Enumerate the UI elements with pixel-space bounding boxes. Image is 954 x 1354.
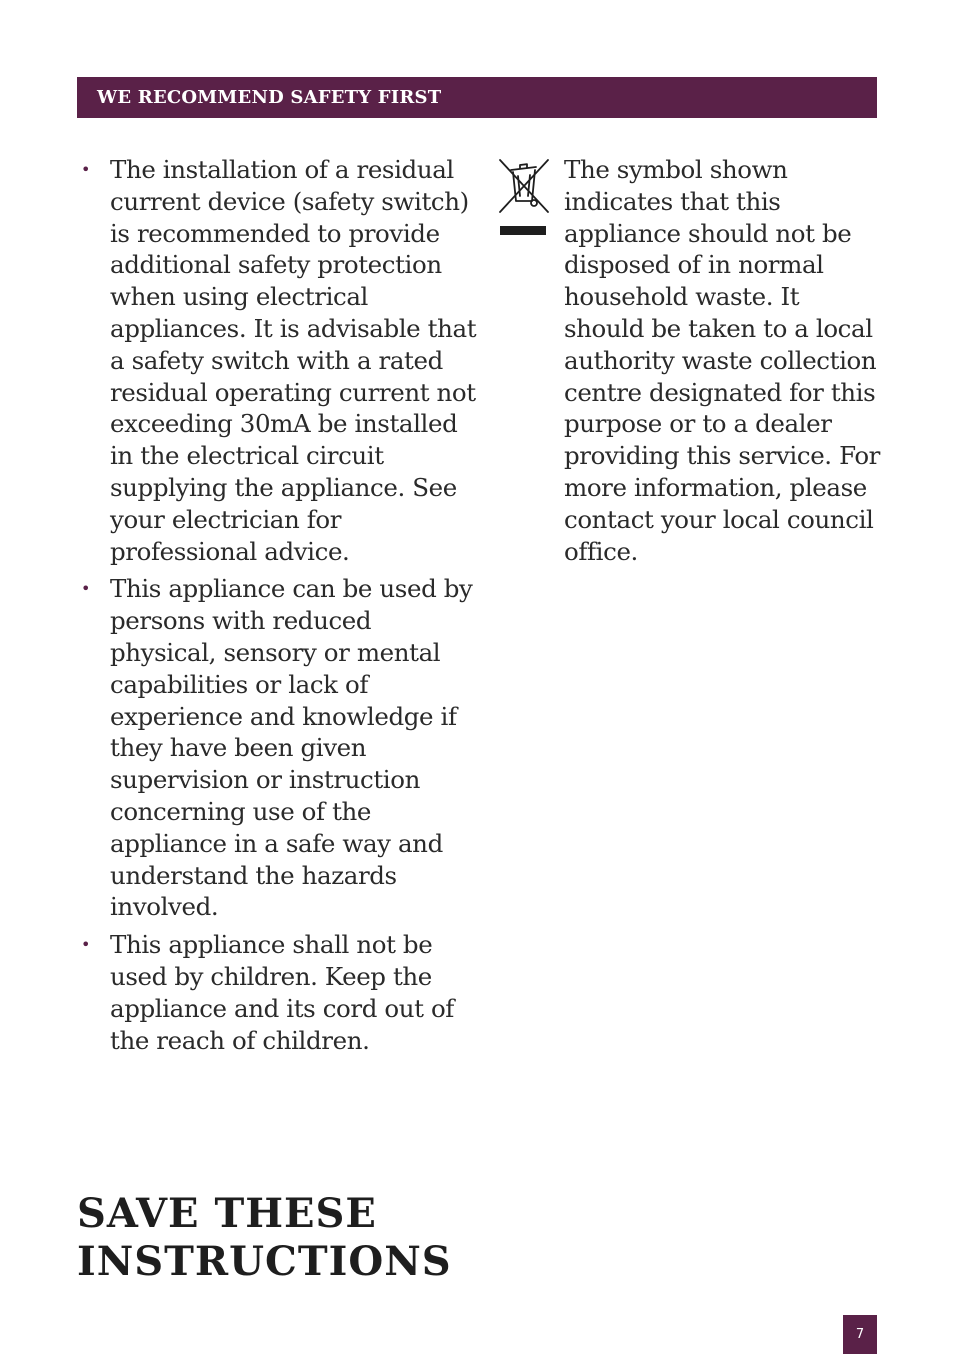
bullet-text: This appliance can be used by persons with reduced physical, sensory or mental capabilities or lack of experience and knowledge if they have been given supervision or instruction concerning use of the appliance in a safe way and understand the hazards involved. [110,574,473,922]
bullet-marker: • [81,935,91,955]
save-instructions-heading [77,1190,452,1286]
bullet-item-children [77,929,477,1056]
disposal-notice-text: The symbol shown indicates that this appliance should not be disposed of in normal household waste. It should be taken to a local authority waste collection centre designated for this purpose or to a dealer providing this service. For more information, please contact your local council office. [564,155,880,566]
bullet-marker: • [81,160,91,179]
bullet-item-rcd [77,154,477,567]
heading-line-1: SAVE THESE [77,1190,377,1237]
bullet-text: This appliance shall not be used by children. Keep the appliance and its cord out of the reach of children. [110,930,454,1055]
crossed-out-wheelie-bin-icon [494,156,552,238]
section-title: WE RECOMMEND SAFETY FIRST [97,87,442,108]
bullet-marker: • [81,579,91,599]
page-number-badge: 7 [843,1315,877,1354]
safety-bullet-list [77,154,477,1062]
heading-line-2: INSTRUCTIONS [77,1238,452,1285]
bullet-text: The installation of a residual current device (safety switch) is recommended to provide additional safety protection when using electrical appliances. It is advisable that a safety switch with a rated residual operating current not exceeding 30mA be installed in the electrical circuit supplying the appliance. See your electrician for professional advice. [110,155,477,566]
section-header-bar [77,77,877,118]
bullet-item-reduced-capabilities [77,573,477,923]
